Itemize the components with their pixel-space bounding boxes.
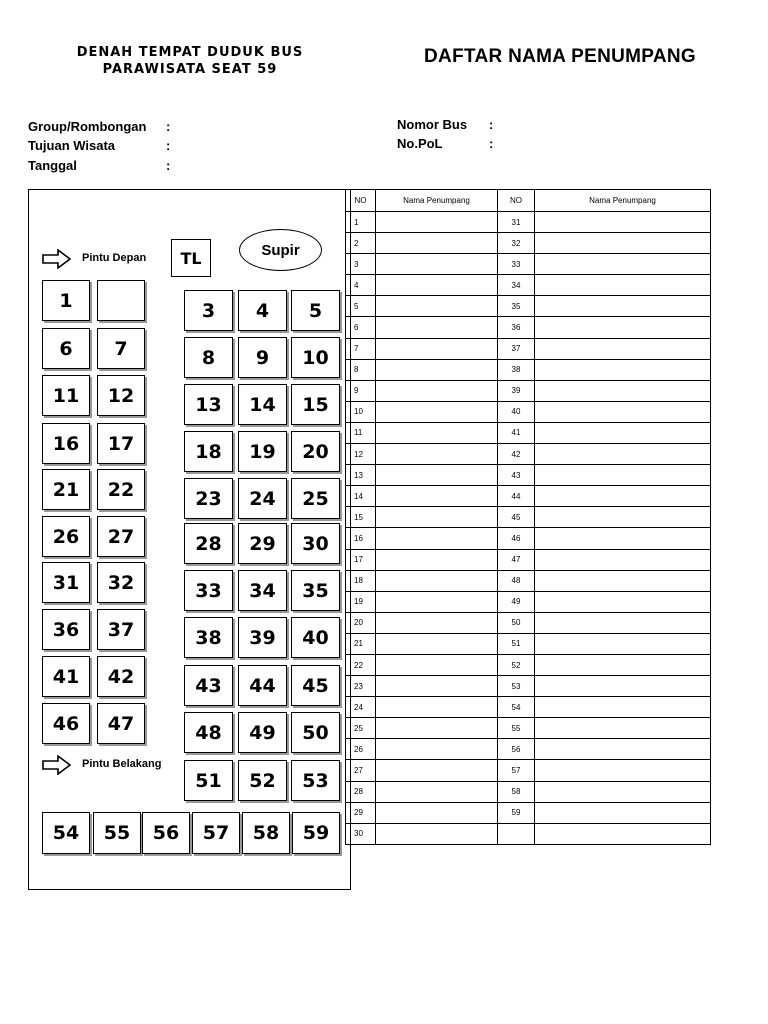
passenger-name-cell[interactable] bbox=[535, 633, 711, 654]
seat-box: 17 bbox=[97, 423, 145, 464]
row-no-left: 18 bbox=[346, 570, 376, 591]
header-no-left: NO bbox=[346, 190, 376, 212]
nopol-label: No.PoL bbox=[397, 136, 443, 151]
seat-box: 23 bbox=[184, 478, 233, 519]
seat-box: 46 bbox=[42, 703, 90, 744]
seat-box: 11 bbox=[42, 375, 90, 416]
seat-box: 36 bbox=[42, 609, 90, 650]
group-colon: : bbox=[166, 119, 171, 134]
table-row bbox=[346, 802, 711, 823]
seat-box: 59 bbox=[292, 812, 340, 854]
seat-box: 55 bbox=[93, 812, 141, 854]
passenger-name-cell[interactable] bbox=[376, 739, 498, 760]
row-no-left: 2 bbox=[346, 233, 376, 254]
row-no-left: 17 bbox=[346, 549, 376, 570]
row-no-left: 8 bbox=[346, 359, 376, 380]
seat-box: 14 bbox=[238, 384, 287, 425]
passenger-name-cell[interactable] bbox=[376, 296, 498, 317]
table-header-row bbox=[346, 190, 711, 212]
row-no-right: 41 bbox=[498, 422, 535, 443]
seat-box: 43 bbox=[184, 665, 233, 706]
seat-box: 13 bbox=[184, 384, 233, 425]
table-row bbox=[346, 380, 711, 401]
row-no-left: 22 bbox=[346, 654, 376, 675]
row-no-right: 53 bbox=[498, 676, 535, 697]
row-no-right bbox=[498, 823, 535, 844]
table-row bbox=[346, 591, 711, 612]
row-no-left: 4 bbox=[346, 275, 376, 296]
row-no-left: 7 bbox=[346, 338, 376, 359]
passenger-name-cell[interactable] bbox=[535, 570, 711, 591]
seat-box: 52 bbox=[238, 760, 287, 801]
table-row bbox=[346, 760, 711, 781]
passenger-name-cell[interactable] bbox=[376, 233, 498, 254]
row-no-right: 51 bbox=[498, 633, 535, 654]
passenger-table bbox=[345, 189, 711, 845]
seat-box: 22 bbox=[97, 469, 145, 510]
passenger-name-cell[interactable] bbox=[535, 296, 711, 317]
passenger-name-cell[interactable] bbox=[535, 591, 711, 612]
seat-box: 34 bbox=[238, 570, 287, 611]
row-no-left: 23 bbox=[346, 676, 376, 697]
tanggal-label: Tanggal bbox=[28, 158, 77, 173]
front-door-arrow-icon bbox=[42, 249, 72, 269]
row-no-left: 13 bbox=[346, 465, 376, 486]
table-row bbox=[346, 422, 711, 443]
seat-box: 49 bbox=[238, 712, 287, 753]
row-no-left: 5 bbox=[346, 296, 376, 317]
passenger-name-cell[interactable] bbox=[535, 380, 711, 401]
table-row bbox=[346, 486, 711, 507]
table-row bbox=[346, 823, 711, 844]
passenger-name-cell[interactable] bbox=[535, 401, 711, 422]
row-no-right: 45 bbox=[498, 507, 535, 528]
seat-box: 40 bbox=[291, 617, 340, 658]
driver-seat: Supir bbox=[239, 229, 322, 271]
row-no-left: 19 bbox=[346, 591, 376, 612]
seat-box: 8 bbox=[184, 337, 233, 378]
row-no-right: 32 bbox=[498, 233, 535, 254]
row-no-left: 12 bbox=[346, 444, 376, 465]
seat-box: 33 bbox=[184, 570, 233, 611]
passenger-name-cell[interactable] bbox=[535, 275, 711, 296]
passenger-name-cell[interactable] bbox=[535, 422, 711, 443]
passenger-name-cell[interactable] bbox=[376, 570, 498, 591]
table-row bbox=[346, 317, 711, 338]
passenger-name-cell[interactable] bbox=[376, 760, 498, 781]
passenger-name-cell[interactable] bbox=[376, 422, 498, 443]
passenger-name-cell[interactable] bbox=[376, 254, 498, 275]
seat-box: 29 bbox=[238, 523, 287, 564]
passenger-name-cell[interactable] bbox=[376, 676, 498, 697]
row-no-right: 55 bbox=[498, 718, 535, 739]
row-no-right: 35 bbox=[498, 296, 535, 317]
seat-box: 51 bbox=[184, 760, 233, 801]
passenger-name-cell[interactable] bbox=[535, 359, 711, 380]
seat-box: 28 bbox=[184, 523, 233, 564]
table-row bbox=[346, 739, 711, 760]
passenger-name-cell[interactable] bbox=[535, 233, 711, 254]
seat-box: 19 bbox=[238, 431, 287, 472]
row-no-left: 6 bbox=[346, 317, 376, 338]
group-label: Group/Rombongan bbox=[28, 119, 147, 134]
passenger-name-cell[interactable] bbox=[376, 718, 498, 739]
seat-box: 56 bbox=[142, 812, 190, 854]
nomor-bus-colon: : bbox=[489, 117, 494, 132]
seat-box: 5 bbox=[291, 290, 340, 331]
passenger-name-cell[interactable] bbox=[535, 549, 711, 570]
row-no-right: 37 bbox=[498, 338, 535, 359]
table-row bbox=[346, 212, 711, 233]
row-no-right: 52 bbox=[498, 654, 535, 675]
rear-door-label: Pintu Belakang bbox=[82, 758, 162, 770]
passenger-name-cell[interactable] bbox=[535, 254, 711, 275]
passenger-name-cell[interactable] bbox=[535, 317, 711, 338]
row-no-right: 57 bbox=[498, 760, 535, 781]
row-no-right: 38 bbox=[498, 359, 535, 380]
passenger-name-cell[interactable] bbox=[376, 633, 498, 654]
seat-box bbox=[97, 280, 145, 321]
table-row bbox=[346, 612, 711, 633]
row-no-left: 30 bbox=[346, 823, 376, 844]
seat-box: 4 bbox=[238, 290, 287, 331]
table-row bbox=[346, 570, 711, 591]
seat-box: 35 bbox=[291, 570, 340, 611]
rear-door-arrow-icon bbox=[42, 755, 72, 775]
seat-box: 48 bbox=[184, 712, 233, 753]
seat-box: 10 bbox=[291, 337, 340, 378]
header-name-right: Nama Penumpang bbox=[535, 190, 711, 212]
passenger-name-cell[interactable] bbox=[535, 612, 711, 633]
seat-box: 32 bbox=[97, 562, 145, 603]
tujuan-colon: : bbox=[166, 138, 171, 153]
passenger-name-cell[interactable] bbox=[535, 697, 711, 718]
seat-box: 53 bbox=[291, 760, 340, 801]
seat-box: 6 bbox=[42, 328, 90, 369]
seat-box: 21 bbox=[42, 469, 90, 510]
table-row bbox=[346, 359, 711, 380]
seat-box: 7 bbox=[97, 328, 145, 369]
seat-box: 58 bbox=[242, 812, 290, 854]
tujuan-label: Tujuan Wisata bbox=[28, 138, 116, 153]
row-no-right: 36 bbox=[498, 317, 535, 338]
seat-map-title bbox=[40, 44, 340, 78]
row-no-right: 56 bbox=[498, 739, 535, 760]
row-no-right: 31 bbox=[498, 212, 535, 233]
passenger-name-cell[interactable] bbox=[535, 507, 711, 528]
seat-box: 31 bbox=[42, 562, 90, 603]
passenger-name-cell[interactable] bbox=[376, 212, 498, 233]
passenger-name-cell[interactable] bbox=[376, 528, 498, 549]
nopol-colon: : bbox=[489, 136, 494, 151]
row-no-right: 42 bbox=[498, 444, 535, 465]
passenger-name-cell[interactable] bbox=[376, 401, 498, 422]
passenger-name-cell[interactable] bbox=[376, 465, 498, 486]
row-no-left: 15 bbox=[346, 507, 376, 528]
passenger-name-cell[interactable] bbox=[376, 507, 498, 528]
seat-box: 37 bbox=[97, 609, 145, 650]
passenger-name-cell[interactable] bbox=[535, 781, 711, 802]
row-no-right: 43 bbox=[498, 465, 535, 486]
passenger-name-cell[interactable] bbox=[376, 591, 498, 612]
row-no-right: 33 bbox=[498, 254, 535, 275]
seat-box: 42 bbox=[97, 656, 145, 697]
row-no-left: 14 bbox=[346, 486, 376, 507]
table-row bbox=[346, 444, 711, 465]
row-no-right: 44 bbox=[498, 486, 535, 507]
header-no-right: NO bbox=[498, 190, 535, 212]
passenger-name-cell[interactable] bbox=[376, 486, 498, 507]
seat-box: 26 bbox=[42, 516, 90, 557]
row-no-left: 9 bbox=[346, 380, 376, 401]
passenger-name-cell[interactable] bbox=[376, 781, 498, 802]
table-row bbox=[346, 296, 711, 317]
row-no-right: 46 bbox=[498, 528, 535, 549]
seat-box: 24 bbox=[238, 478, 287, 519]
row-no-left: 20 bbox=[346, 612, 376, 633]
seat-box: 12 bbox=[97, 375, 145, 416]
row-no-left: 27 bbox=[346, 760, 376, 781]
table-row bbox=[346, 676, 711, 697]
row-no-left: 11 bbox=[346, 422, 376, 443]
nomor-bus-label: Nomor Bus bbox=[397, 117, 468, 132]
passenger-name-cell[interactable] bbox=[376, 444, 498, 465]
row-no-left: 16 bbox=[346, 528, 376, 549]
passenger-name-cell[interactable] bbox=[376, 802, 498, 823]
table-row bbox=[346, 254, 711, 275]
row-no-left: 3 bbox=[346, 254, 376, 275]
seat-box: 20 bbox=[291, 431, 340, 472]
table-row bbox=[346, 275, 711, 296]
row-no-left: 24 bbox=[346, 697, 376, 718]
table-row bbox=[346, 781, 711, 802]
table-row bbox=[346, 233, 711, 254]
passenger-name-cell[interactable] bbox=[535, 338, 711, 359]
table-row bbox=[346, 507, 711, 528]
seat-box: 1 bbox=[42, 280, 90, 321]
table-row bbox=[346, 633, 711, 654]
passenger-name-cell[interactable] bbox=[535, 465, 711, 486]
seat-map-title-line1: DENAH TEMPAT DUDUK BUS bbox=[76, 45, 304, 60]
passenger-name-cell[interactable] bbox=[376, 359, 498, 380]
table-row bbox=[346, 718, 711, 739]
seat-box: 16 bbox=[42, 423, 90, 464]
seat-box: 3 bbox=[184, 290, 233, 331]
seat-box: 38 bbox=[184, 617, 233, 658]
passenger-name-cell[interactable] bbox=[535, 654, 711, 675]
tour-leader-seat: TL bbox=[171, 239, 211, 277]
passenger-name-cell[interactable] bbox=[376, 549, 498, 570]
row-no-left: 26 bbox=[346, 739, 376, 760]
row-no-right: 49 bbox=[498, 591, 535, 612]
tanggal-colon: : bbox=[166, 158, 171, 173]
row-no-right: 47 bbox=[498, 549, 535, 570]
passenger-name-cell[interactable] bbox=[376, 275, 498, 296]
seat-box: 57 bbox=[192, 812, 240, 854]
passenger-list-title: DAFTAR NAMA PENUMPANG bbox=[424, 46, 696, 67]
row-no-right: 58 bbox=[498, 781, 535, 802]
seat-box: 54 bbox=[42, 812, 90, 854]
passenger-name-cell[interactable] bbox=[535, 718, 711, 739]
passenger-name-cell[interactable] bbox=[535, 444, 711, 465]
passenger-name-cell[interactable] bbox=[535, 802, 711, 823]
passenger-name-cell[interactable] bbox=[535, 486, 711, 507]
row-no-right: 48 bbox=[498, 570, 535, 591]
row-no-right: 50 bbox=[498, 612, 535, 633]
passenger-name-cell[interactable] bbox=[376, 380, 498, 401]
passenger-name-cell[interactable] bbox=[535, 760, 711, 781]
row-no-left: 1 bbox=[346, 212, 376, 233]
row-no-right: 39 bbox=[498, 380, 535, 401]
seat-box: 45 bbox=[291, 665, 340, 706]
seat-box: 30 bbox=[291, 523, 340, 564]
passenger-name-cell[interactable] bbox=[376, 654, 498, 675]
seat-box: 50 bbox=[291, 712, 340, 753]
seat-box: 39 bbox=[238, 617, 287, 658]
table-row bbox=[346, 549, 711, 570]
passenger-name-cell[interactable] bbox=[535, 739, 711, 760]
passenger-name-cell[interactable] bbox=[376, 823, 498, 844]
seat-box: 18 bbox=[184, 431, 233, 472]
table-row bbox=[346, 528, 711, 549]
row-no-right: 54 bbox=[498, 697, 535, 718]
seat-box: 25 bbox=[291, 478, 340, 519]
seat-box: 15 bbox=[291, 384, 340, 425]
table-row bbox=[346, 697, 711, 718]
row-no-left: 10 bbox=[346, 401, 376, 422]
passenger-name-cell[interactable] bbox=[535, 528, 711, 549]
row-no-right: 59 bbox=[498, 802, 535, 823]
row-no-left: 21 bbox=[346, 633, 376, 654]
row-no-left: 28 bbox=[346, 781, 376, 802]
header-name-left: Nama Penumpang bbox=[376, 190, 498, 212]
front-door-label: Pintu Depan bbox=[82, 252, 147, 264]
table-row bbox=[346, 401, 711, 422]
row-no-right: 40 bbox=[498, 401, 535, 422]
row-no-left: 25 bbox=[346, 718, 376, 739]
table-row bbox=[346, 654, 711, 675]
passenger-name-cell[interactable] bbox=[376, 338, 498, 359]
seat-map-title-line2: PARAWISATA SEAT 59 bbox=[102, 62, 278, 77]
row-no-right: 34 bbox=[498, 275, 535, 296]
seat-box: 44 bbox=[238, 665, 287, 706]
seat-box: 41 bbox=[42, 656, 90, 697]
passenger-name-cell[interactable] bbox=[535, 212, 711, 233]
passenger-name-cell[interactable] bbox=[376, 697, 498, 718]
seat-box: 9 bbox=[238, 337, 287, 378]
row-no-left: 29 bbox=[346, 802, 376, 823]
passenger-name-cell[interactable] bbox=[376, 612, 498, 633]
seat-box: 27 bbox=[97, 516, 145, 557]
table-row bbox=[346, 338, 711, 359]
passenger-name-cell[interactable] bbox=[535, 676, 711, 697]
passenger-name-cell[interactable] bbox=[376, 317, 498, 338]
passenger-name-cell[interactable] bbox=[535, 823, 711, 844]
table-row bbox=[346, 465, 711, 486]
seat-box: 47 bbox=[97, 703, 145, 744]
